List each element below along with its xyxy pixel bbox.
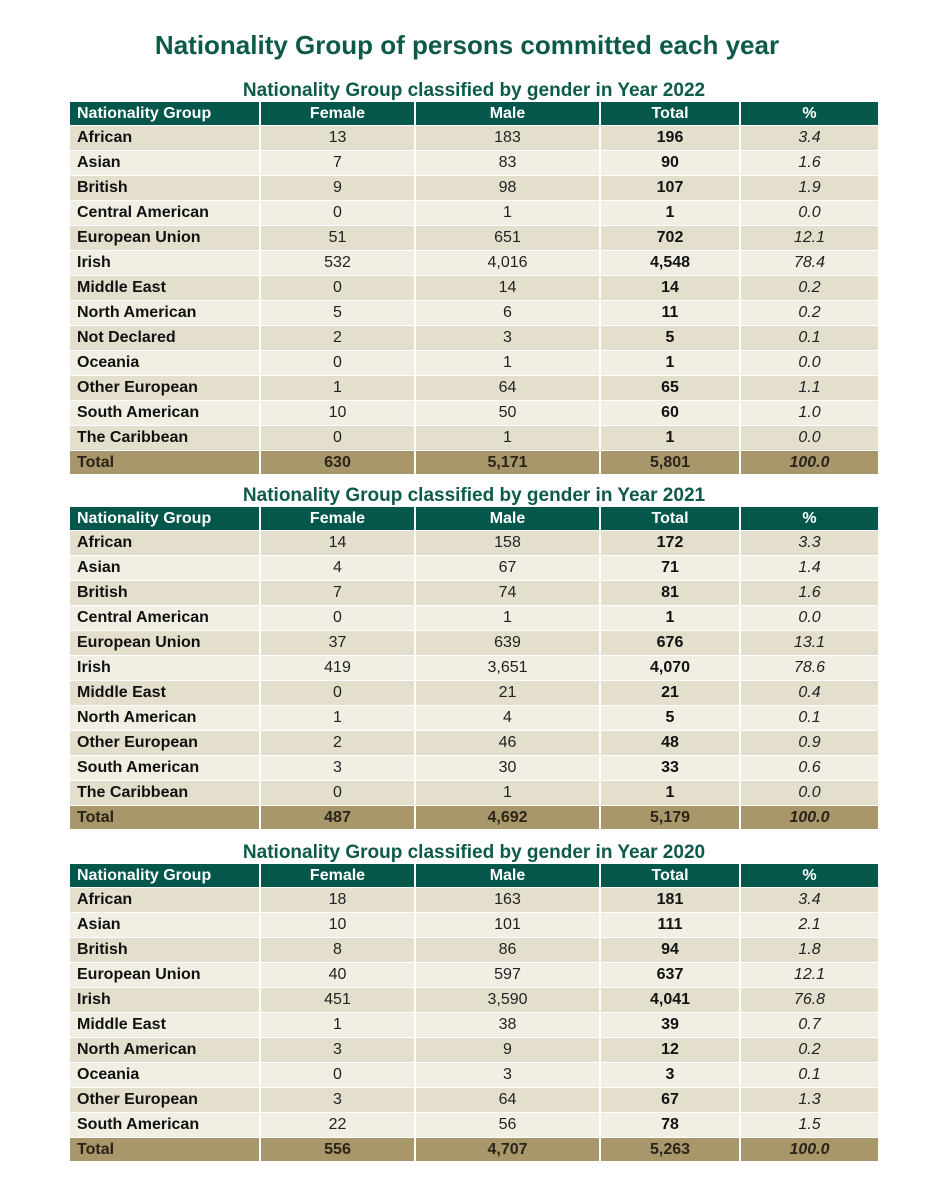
male-total: 5,171 — [415, 451, 600, 475]
total-cell: 1 — [600, 781, 740, 806]
total-cell: 5 — [600, 706, 740, 731]
percent-cell: 12.1 — [740, 226, 878, 251]
male-cell: 639 — [415, 631, 600, 656]
female-total: 630 — [260, 451, 415, 475]
column-header: Female — [260, 507, 415, 531]
nationality-cell: Other European — [70, 731, 260, 756]
percent-cell: 0.4 — [740, 681, 878, 706]
table-row — [70, 531, 878, 556]
percent-cell: 0.7 — [740, 1013, 878, 1038]
table-row — [70, 401, 878, 426]
table-row — [70, 706, 878, 731]
percent-cell: 0.6 — [740, 756, 878, 781]
table-row — [70, 656, 878, 681]
female-cell: 7 — [260, 151, 415, 176]
column-header: Total — [600, 864, 740, 888]
male-cell: 14 — [415, 276, 600, 301]
percent-cell: 1.6 — [740, 151, 878, 176]
nationality-cell: British — [70, 176, 260, 201]
nationality-cell: Asian — [70, 151, 260, 176]
female-cell: 2 — [260, 731, 415, 756]
table-row — [70, 1063, 878, 1088]
male-cell: 1 — [415, 606, 600, 631]
percent-cell: 2.1 — [740, 913, 878, 938]
male-cell: 1 — [415, 426, 600, 451]
percent-cell: 78.4 — [740, 251, 878, 276]
table-row — [70, 326, 878, 351]
percent-cell: 1.6 — [740, 581, 878, 606]
nationality-cell: South American — [70, 1113, 260, 1138]
column-header: Nationality Group — [70, 864, 260, 888]
table-row — [70, 888, 878, 913]
nationality-cell: African — [70, 888, 260, 913]
male-cell: 597 — [415, 963, 600, 988]
female-cell: 0 — [260, 351, 415, 376]
male-cell: 4 — [415, 706, 600, 731]
column-header: Total — [600, 102, 740, 126]
male-cell: 50 — [415, 401, 600, 426]
male-cell: 21 — [415, 681, 600, 706]
nationality-cell: Irish — [70, 656, 260, 681]
male-cell: 74 — [415, 581, 600, 606]
table-row — [70, 426, 878, 451]
total-cell: 11 — [600, 301, 740, 326]
percent-cell: 1.5 — [740, 1113, 878, 1138]
female-cell: 1 — [260, 376, 415, 401]
nationality-cell: Middle East — [70, 276, 260, 301]
table-row — [70, 151, 878, 176]
percent-cell: 1.0 — [740, 401, 878, 426]
percent-cell: 13.1 — [740, 631, 878, 656]
table-row — [70, 781, 878, 806]
nationality-cell: South American — [70, 401, 260, 426]
nationality-cell: Irish — [70, 251, 260, 276]
female-cell: 4 — [260, 556, 415, 581]
total-row — [70, 451, 878, 475]
male-cell: 1 — [415, 351, 600, 376]
percent-cell: 3.4 — [740, 888, 878, 913]
male-cell: 64 — [415, 1088, 600, 1113]
total-label: Total — [70, 451, 260, 475]
female-cell: 8 — [260, 938, 415, 963]
table-row — [70, 556, 878, 581]
table-row — [70, 351, 878, 376]
percent-cell: 0.1 — [740, 706, 878, 731]
female-cell: 14 — [260, 531, 415, 556]
total-cell: 81 — [600, 581, 740, 606]
total-row — [70, 806, 878, 830]
total-cell: 90 — [600, 151, 740, 176]
percent-total: 100.0 — [740, 451, 878, 475]
male-cell: 651 — [415, 226, 600, 251]
table-row — [70, 201, 878, 226]
female-cell: 51 — [260, 226, 415, 251]
percent-cell: 1.1 — [740, 376, 878, 401]
total-cell: 172 — [600, 531, 740, 556]
nationality-table — [70, 864, 878, 1161]
male-total: 4,707 — [415, 1138, 600, 1162]
percent-cell: 1.4 — [740, 556, 878, 581]
female-cell: 0 — [260, 276, 415, 301]
column-header: Male — [415, 864, 600, 888]
column-header: Total — [600, 507, 740, 531]
nationality-cell: European Union — [70, 963, 260, 988]
female-total: 556 — [260, 1138, 415, 1162]
female-cell: 1 — [260, 706, 415, 731]
female-cell: 3 — [260, 1038, 415, 1063]
female-cell: 3 — [260, 756, 415, 781]
section-title: Nationality Group classified by gender in Year 2022 — [242, 80, 706, 101]
nationality-cell: Irish — [70, 988, 260, 1013]
female-cell: 451 — [260, 988, 415, 1013]
total-cell: 4,070 — [600, 656, 740, 681]
male-cell: 4,016 — [415, 251, 600, 276]
total-cell: 5 — [600, 326, 740, 351]
total-cell: 676 — [600, 631, 740, 656]
total-cell: 3 — [600, 1063, 740, 1088]
female-cell: 37 — [260, 631, 415, 656]
table-row — [70, 731, 878, 756]
female-cell: 22 — [260, 1113, 415, 1138]
nationality-cell: South American — [70, 756, 260, 781]
nationality-cell: European Union — [70, 631, 260, 656]
total-cell: 65 — [600, 376, 740, 401]
table-row — [70, 251, 878, 276]
percent-cell: 12.1 — [740, 963, 878, 988]
male-cell: 163 — [415, 888, 600, 913]
table-row — [70, 681, 878, 706]
female-cell: 13 — [260, 126, 415, 151]
table-row — [70, 376, 878, 401]
total-cell: 111 — [600, 913, 740, 938]
total-cell: 1 — [600, 201, 740, 226]
percent-cell: 0.9 — [740, 731, 878, 756]
male-cell: 1 — [415, 201, 600, 226]
percent-total: 100.0 — [740, 806, 878, 830]
nationality-cell: North American — [70, 1038, 260, 1063]
total-cell: 14 — [600, 276, 740, 301]
total-cell: 4,548 — [600, 251, 740, 276]
table-row — [70, 631, 878, 656]
female-cell: 0 — [260, 201, 415, 226]
percent-cell: 3.3 — [740, 531, 878, 556]
percent-cell: 0.1 — [740, 326, 878, 351]
total-cell: 48 — [600, 731, 740, 756]
nationality-table — [70, 102, 878, 474]
total-cell: 637 — [600, 963, 740, 988]
male-total: 4,692 — [415, 806, 600, 830]
female-cell: 0 — [260, 426, 415, 451]
table-section — [70, 485, 878, 829]
nationality-cell: British — [70, 581, 260, 606]
male-cell: 86 — [415, 938, 600, 963]
header-row — [70, 507, 878, 531]
header-row — [70, 864, 878, 888]
female-cell: 419 — [260, 656, 415, 681]
total-label: Total — [70, 806, 260, 830]
total-label: Total — [70, 1138, 260, 1162]
nationality-cell: The Caribbean — [70, 426, 260, 451]
nationality-cell: Middle East — [70, 1013, 260, 1038]
total-cell: 67 — [600, 1088, 740, 1113]
total-cell: 60 — [600, 401, 740, 426]
percent-cell: 0.0 — [740, 781, 878, 806]
male-cell: 3 — [415, 326, 600, 351]
male-cell: 3,651 — [415, 656, 600, 681]
percent-cell: 0.2 — [740, 1038, 878, 1063]
section-title: Nationality Group classified by gender in Year 2021 — [242, 485, 706, 506]
female-cell: 7 — [260, 581, 415, 606]
total-cell: 702 — [600, 226, 740, 251]
male-cell: 64 — [415, 376, 600, 401]
female-cell: 10 — [260, 913, 415, 938]
nationality-cell: North American — [70, 301, 260, 326]
column-header: Nationality Group — [70, 507, 260, 531]
nationality-cell: Oceania — [70, 351, 260, 376]
table-row — [70, 226, 878, 251]
female-cell: 0 — [260, 681, 415, 706]
female-cell: 40 — [260, 963, 415, 988]
total-cell: 1 — [600, 351, 740, 376]
male-cell: 38 — [415, 1013, 600, 1038]
female-cell: 5 — [260, 301, 415, 326]
percent-cell: 1.8 — [740, 938, 878, 963]
nationality-cell: Oceania — [70, 1063, 260, 1088]
percent-cell: 0.0 — [740, 426, 878, 451]
nationality-cell: Not Declared — [70, 326, 260, 351]
male-cell: 9 — [415, 1038, 600, 1063]
percent-cell: 76.8 — [740, 988, 878, 1013]
table-row — [70, 938, 878, 963]
male-cell: 183 — [415, 126, 600, 151]
total-cell: 196 — [600, 126, 740, 151]
female-cell: 2 — [260, 326, 415, 351]
percent-total: 100.0 — [740, 1138, 878, 1162]
percent-cell: 0.0 — [740, 351, 878, 376]
column-header: Female — [260, 864, 415, 888]
total-cell: 181 — [600, 888, 740, 913]
nationality-cell: Other European — [70, 1088, 260, 1113]
percent-cell: 0.1 — [740, 1063, 878, 1088]
percent-cell: 0.2 — [740, 301, 878, 326]
nationality-cell: North American — [70, 706, 260, 731]
male-cell: 56 — [415, 1113, 600, 1138]
male-cell: 101 — [415, 913, 600, 938]
column-header: Female — [260, 102, 415, 126]
column-header: Male — [415, 102, 600, 126]
table-row — [70, 276, 878, 301]
nationality-table — [70, 507, 878, 829]
male-cell: 6 — [415, 301, 600, 326]
male-cell: 1 — [415, 781, 600, 806]
column-header: Male — [415, 507, 600, 531]
total-cell: 1 — [600, 426, 740, 451]
male-cell: 98 — [415, 176, 600, 201]
column-header: Nationality Group — [70, 102, 260, 126]
table-row — [70, 1013, 878, 1038]
table-section — [70, 842, 878, 1161]
nationality-cell: Other European — [70, 376, 260, 401]
column-header: % — [740, 102, 878, 126]
table-row — [70, 126, 878, 151]
male-cell: 83 — [415, 151, 600, 176]
header-row — [70, 102, 878, 126]
nationality-cell: Asian — [70, 913, 260, 938]
total-cell: 4,041 — [600, 988, 740, 1013]
total-cell: 107 — [600, 176, 740, 201]
column-header: % — [740, 864, 878, 888]
table-row — [70, 988, 878, 1013]
female-cell: 9 — [260, 176, 415, 201]
percent-cell: 0.2 — [740, 276, 878, 301]
total-row — [70, 1138, 878, 1162]
total-cell: 12 — [600, 1038, 740, 1063]
female-cell: 0 — [260, 781, 415, 806]
male-cell: 3 — [415, 1063, 600, 1088]
table-row — [70, 1088, 878, 1113]
female-cell: 0 — [260, 606, 415, 631]
male-cell: 46 — [415, 731, 600, 756]
male-cell: 3,590 — [415, 988, 600, 1013]
total-cell: 21 — [600, 681, 740, 706]
female-cell: 532 — [260, 251, 415, 276]
total-cell: 1 — [600, 606, 740, 631]
nationality-cell: The Caribbean — [70, 781, 260, 806]
grand-total: 5,179 — [600, 806, 740, 830]
total-cell: 39 — [600, 1013, 740, 1038]
table-section — [70, 80, 878, 474]
section-title: Nationality Group classified by gender in Year 2020 — [242, 842, 706, 863]
total-cell: 71 — [600, 556, 740, 581]
total-cell: 78 — [600, 1113, 740, 1138]
male-cell: 67 — [415, 556, 600, 581]
nationality-cell: British — [70, 938, 260, 963]
table-row — [70, 176, 878, 201]
female-total: 487 — [260, 806, 415, 830]
column-header: % — [740, 507, 878, 531]
nationality-cell: Middle East — [70, 681, 260, 706]
table-row — [70, 1113, 878, 1138]
table-row — [70, 606, 878, 631]
table-row — [70, 1038, 878, 1063]
male-cell: 158 — [415, 531, 600, 556]
nationality-cell: European Union — [70, 226, 260, 251]
nationality-cell: Asian — [70, 556, 260, 581]
table-row — [70, 963, 878, 988]
total-cell: 94 — [600, 938, 740, 963]
table-row — [70, 581, 878, 606]
female-cell: 0 — [260, 1063, 415, 1088]
grand-total: 5,263 — [600, 1138, 740, 1162]
percent-cell: 78.6 — [740, 656, 878, 681]
female-cell: 1 — [260, 1013, 415, 1038]
percent-cell: 0.0 — [740, 606, 878, 631]
percent-cell: 1.9 — [740, 176, 878, 201]
nationality-cell: African — [70, 531, 260, 556]
page-title: Nationality Group of persons committed each year — [154, 30, 780, 60]
table-row — [70, 756, 878, 781]
female-cell: 18 — [260, 888, 415, 913]
percent-cell: 1.3 — [740, 1088, 878, 1113]
table-row — [70, 913, 878, 938]
nationality-cell: Central American — [70, 606, 260, 631]
percent-cell: 0.0 — [740, 201, 878, 226]
nationality-cell: African — [70, 126, 260, 151]
male-cell: 30 — [415, 756, 600, 781]
total-cell: 33 — [600, 756, 740, 781]
nationality-cell: Central American — [70, 201, 260, 226]
grand-total: 5,801 — [600, 451, 740, 475]
female-cell: 3 — [260, 1088, 415, 1113]
female-cell: 10 — [260, 401, 415, 426]
table-row — [70, 301, 878, 326]
percent-cell: 3.4 — [740, 126, 878, 151]
